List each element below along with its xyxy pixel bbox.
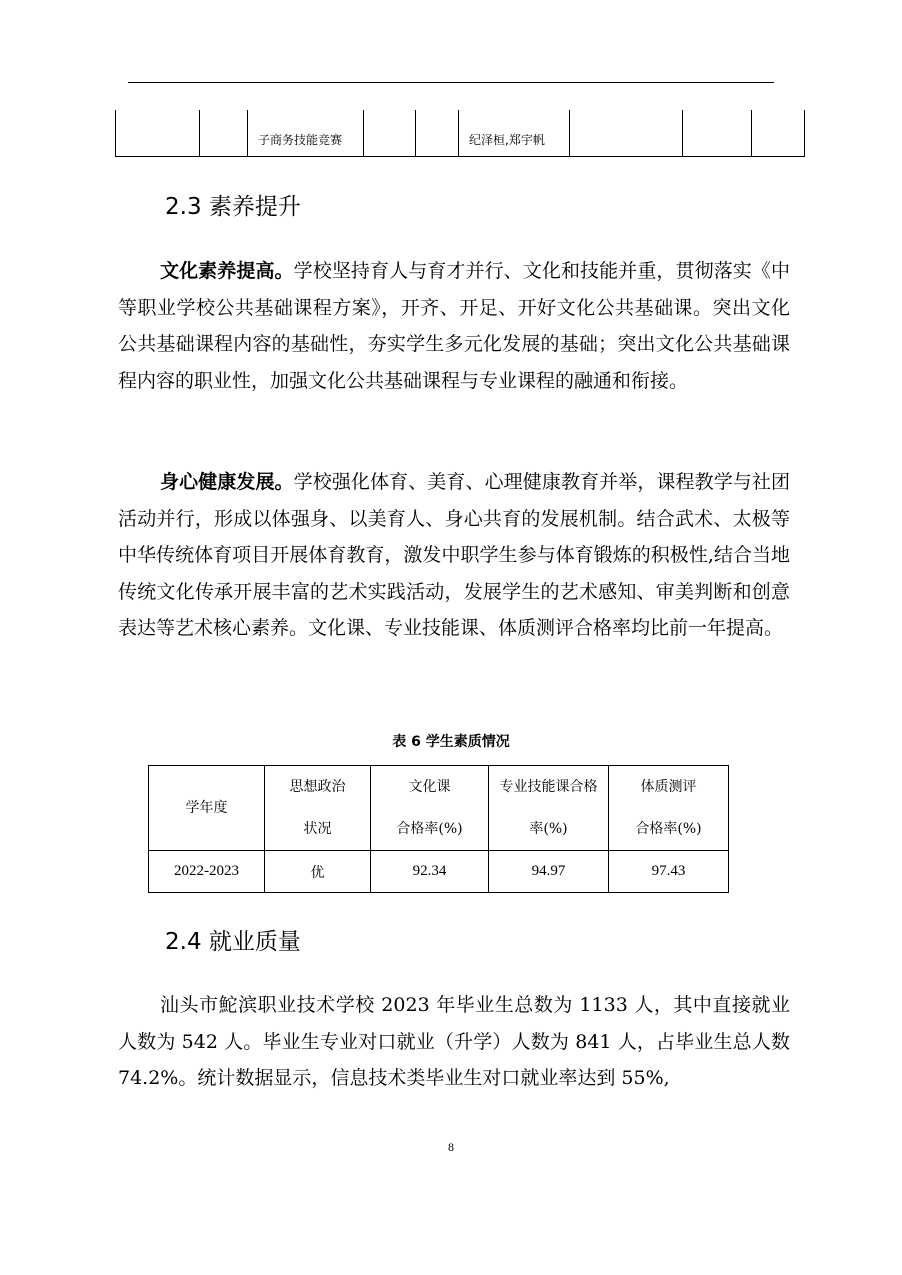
- page-number: 8: [448, 1140, 454, 1154]
- table-row: [116, 110, 805, 157]
- header-rule: [128, 82, 774, 83]
- paragraph-text: 学校强化体育、美育、心理健康教育并举，课程教学与社团活动并行，形成以体强身、以美育人、身心共育的发展机制。结合武术、太极等中华传统体育项目开展体育教育，激发中职学生参与体育锻炼的积极性,结合当地传统文化传承开展丰富的艺术实践活动，发展学生的艺术感知、审美判断和创意表达等艺术核心素养。文化课、专业技能课、体质测评合格率均比前一年提高。: [118, 471, 790, 639]
- paragraph-text: 学校坚持育人与育才并行、文化和技能并重，贯彻落实《中等职业学校公共基础课程方案》，开齐、开足、开好文化公共基础课。突出文化公共基础课程内容的基础性，夯实学生多元化发展的基础；突出文化公共基础课程内容的职业性，加强文化公共基础课程与专业课程的融通和衔接。: [118, 260, 790, 392]
- header-cell: [371, 766, 489, 851]
- header-line: 合格率(%): [396, 821, 463, 837]
- table-cell: [116, 110, 200, 157]
- paragraph-text: 汕头市鮀滨职业技术学校 2023 年毕业生总数为 1133 人，其中直接就业人数为 542 人。毕业生专业对口就业（升学）人数为 841 人，占毕业生总人数 74.2%。统计数据显示，信息技术类毕业生对口就业率达到 55%,: [118, 994, 790, 1089]
- header-line: 思想政治: [289, 779, 346, 795]
- section-heading-2-3: 2.3 素养提升: [165, 194, 301, 220]
- table-cell: [683, 110, 752, 157]
- paragraph-employment: [118, 987, 790, 1097]
- table-row: [149, 851, 729, 893]
- header-cell: [489, 766, 609, 851]
- table-header-row: [149, 766, 729, 851]
- table-cell: 优: [265, 851, 371, 893]
- table-cell: [570, 110, 683, 157]
- header-cell: [265, 766, 371, 851]
- paragraph-lead: 文化素养提高。: [160, 260, 294, 282]
- table-cell: 纪泽桓,郑宇帆: [459, 110, 570, 157]
- section-heading-2-4: 2.4 就业质量: [165, 929, 301, 955]
- table-cell: [364, 110, 416, 157]
- table-cell: [752, 110, 805, 157]
- continued-table: [115, 110, 805, 157]
- table-cell: 92.34: [371, 851, 489, 893]
- table-cell: 97.43: [609, 851, 729, 893]
- header-cell: [609, 766, 729, 851]
- table-cell: [416, 110, 459, 157]
- header-line: 学年度: [185, 800, 228, 816]
- table-cell: 子商务技能竞赛: [248, 110, 364, 157]
- paragraph-health: [118, 464, 790, 647]
- table-cell: 94.97: [489, 851, 609, 893]
- header-line: 状况: [303, 821, 332, 837]
- header-line: 文化课: [408, 779, 451, 795]
- paragraph-culture: [118, 253, 790, 399]
- table-cell: 2022-2023: [149, 851, 265, 893]
- header-line: 合格率(%): [635, 821, 702, 837]
- student-quality-table: [148, 765, 729, 893]
- header-line: 率(%): [529, 821, 568, 837]
- header-line: 体质测评: [640, 779, 697, 795]
- table-cell: [200, 110, 248, 157]
- table-caption: 表 6 学生素质情况: [392, 734, 510, 750]
- header-cell: [149, 766, 265, 851]
- header-line: 专业技能课合格: [499, 779, 598, 795]
- paragraph-lead: 身心健康发展。: [160, 471, 294, 493]
